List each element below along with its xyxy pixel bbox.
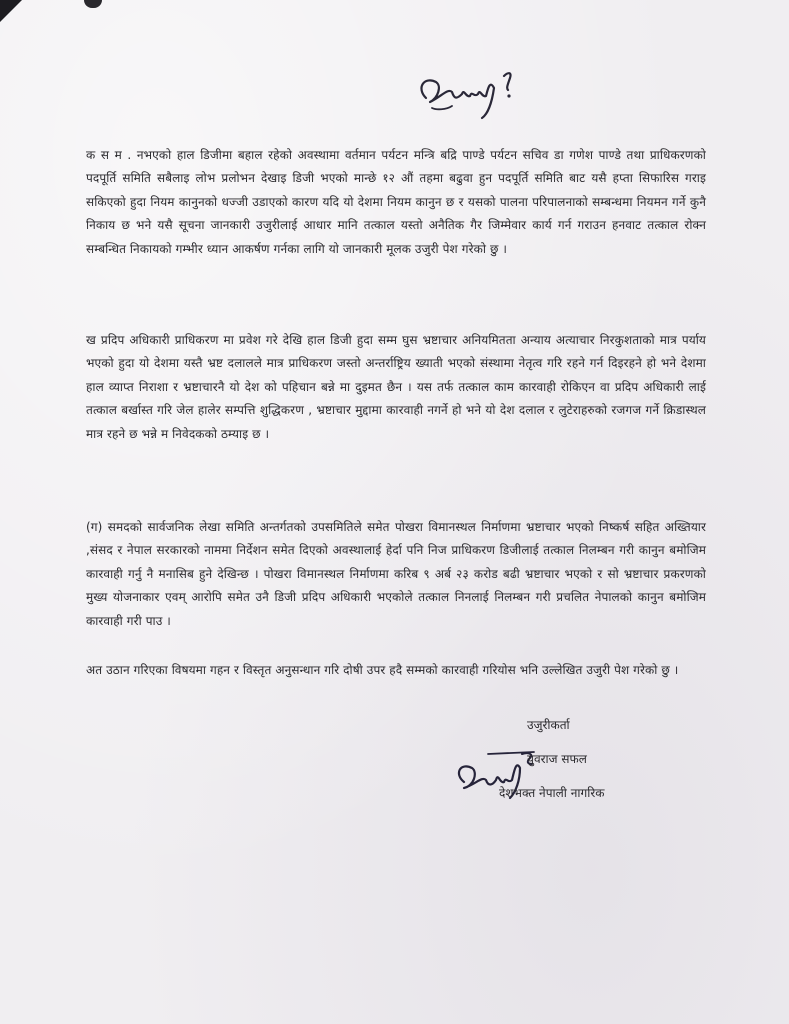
paragraph-kha: ख प्रदिप अधिकारी प्राधिकरण मा प्रवेश गरे देखि हाल डिजी हुदा सम्म घुस भ्रष्टाचार अनियमितता अन्याय अत्याचार निरकुशताको मात्र पर्याय भएको हुदा यो देशमा यस्तै भ्रष्ट दलालले मात्र प्राधिकरण जस्तो अन्तर्राष्ट्रिय ख्याती भएको संस्थामा नेतृत्व गरि रहने गर्न दिइरहने हो भने देशमा हाल व्याप्त निराशा र भ्रष्टाचारनै यो देश को पहिचान बन्ने मा दुइमत छैन । यस तर्फ तत्काल काम कारवाही रोकिएन वा प्रदिप अधिकारी लाई तत्काल बर्खास्त गरि जेल हालेर सम्पत्ति शुद्धिकरण , भ्रष्टाचार मुद्दामा कारवाही नगर्ने हो भने यो देश दलाल र लुटेराहरुको रजगज गर्ने क्रिडास्थल मात्र रहने छ भन्ने म निवेदकको ठम्याइ छ । [86, 333, 706, 441]
scan-edge-shadow [84, 0, 102, 8]
paragraph-ga: (ग) समदको सार्वजनिक लेखा समिति अन्तर्गतको उपसमितिले समेत पोखरा विमानस्थल निर्माणमा भ्रष्टाचार भएको निष्कर्ष सहित अख्तियार ,संसद र नेपाल सरकारको नाममा निर्देशन समेत दिएको अवस्थालाई हेर्दा पनि निज प्राधिकरण डिजीलाई तत्काल निलम्बन गरी कानुन बमोजिम कारवाही गर्नु नै मनासिब हुने देखिन्छ । पोखरा विमानस्थल निर्माणमा करिब ९ अर्ब २३ करोड बढी भ्रष्टाचार भएको र सो भ्रष्टाचार प्रकरणको मुख्य योजनाकार एवम् आरोपि समेत उनै डिजी प्रदिप अधिकारी भएकोले तत्काल निनलाई निलम्बन गरी प्रचलित नेपालको कानुन बमोजिम कारवाही गरी पाउ । [86, 520, 706, 628]
complainant-signature-block [499, 708, 699, 810]
complainant-name: युवराज सफल [527, 752, 587, 766]
handwritten-signature-top [412, 58, 532, 128]
complainant-label: उजुरीकर्ता [527, 718, 570, 732]
paragraph-ka: क स म . नभएको हाल डिजीमा बहाल रहेको अवस्थामा वर्तमान पर्यटन मन्त्रि बद्रि पाण्डे पर्यटन सचिव डा गणेश पाण्डे तथा प्राधिकरणको पदपूर्ति समिति सबैलाइ लोभ प्रलोभन देखाइ डिजी भएको मान्छे १२ औं तहमा बढुवा हुन पदपूर्ति समिति बाट यसै हप्ता सिफारिस गराइ सकिएको हुदा नियम कानुनको धज्जी उडाएको कारण यदि यो देशमा नियम कानुन छ र यसको पालना परिपालनाको सम्बन्धमा नियमन गर्ने कुनै निकाय छ भने यसै सूचना जानकारी उजुरीलाई आधार मानि तत्काल यस्तो अनैतिक गैर जिम्मेवार कार्य गर्न गराउन हनवाट तत्काल रोक्न सम्बन्धित निकायको गम्भीर ध्यान आकर्षण गर्नका लागि यो जानकारी मूलक उजुरी पेश गरेको छु । [86, 148, 706, 256]
paragraph-conclusion: अत उठान गरिएका विषयमा गहन र विस्तृत अनुसन्धान गरि दोषी उपर हदै सम्मको कारवाही गरियोस भनि उल्लेखित उजुरी पेश गरेको छु । [86, 663, 679, 677]
complainant-title: देशभक्त नेपाली नागरिक [499, 786, 605, 800]
scan-edge-shadow [0, 0, 22, 22]
